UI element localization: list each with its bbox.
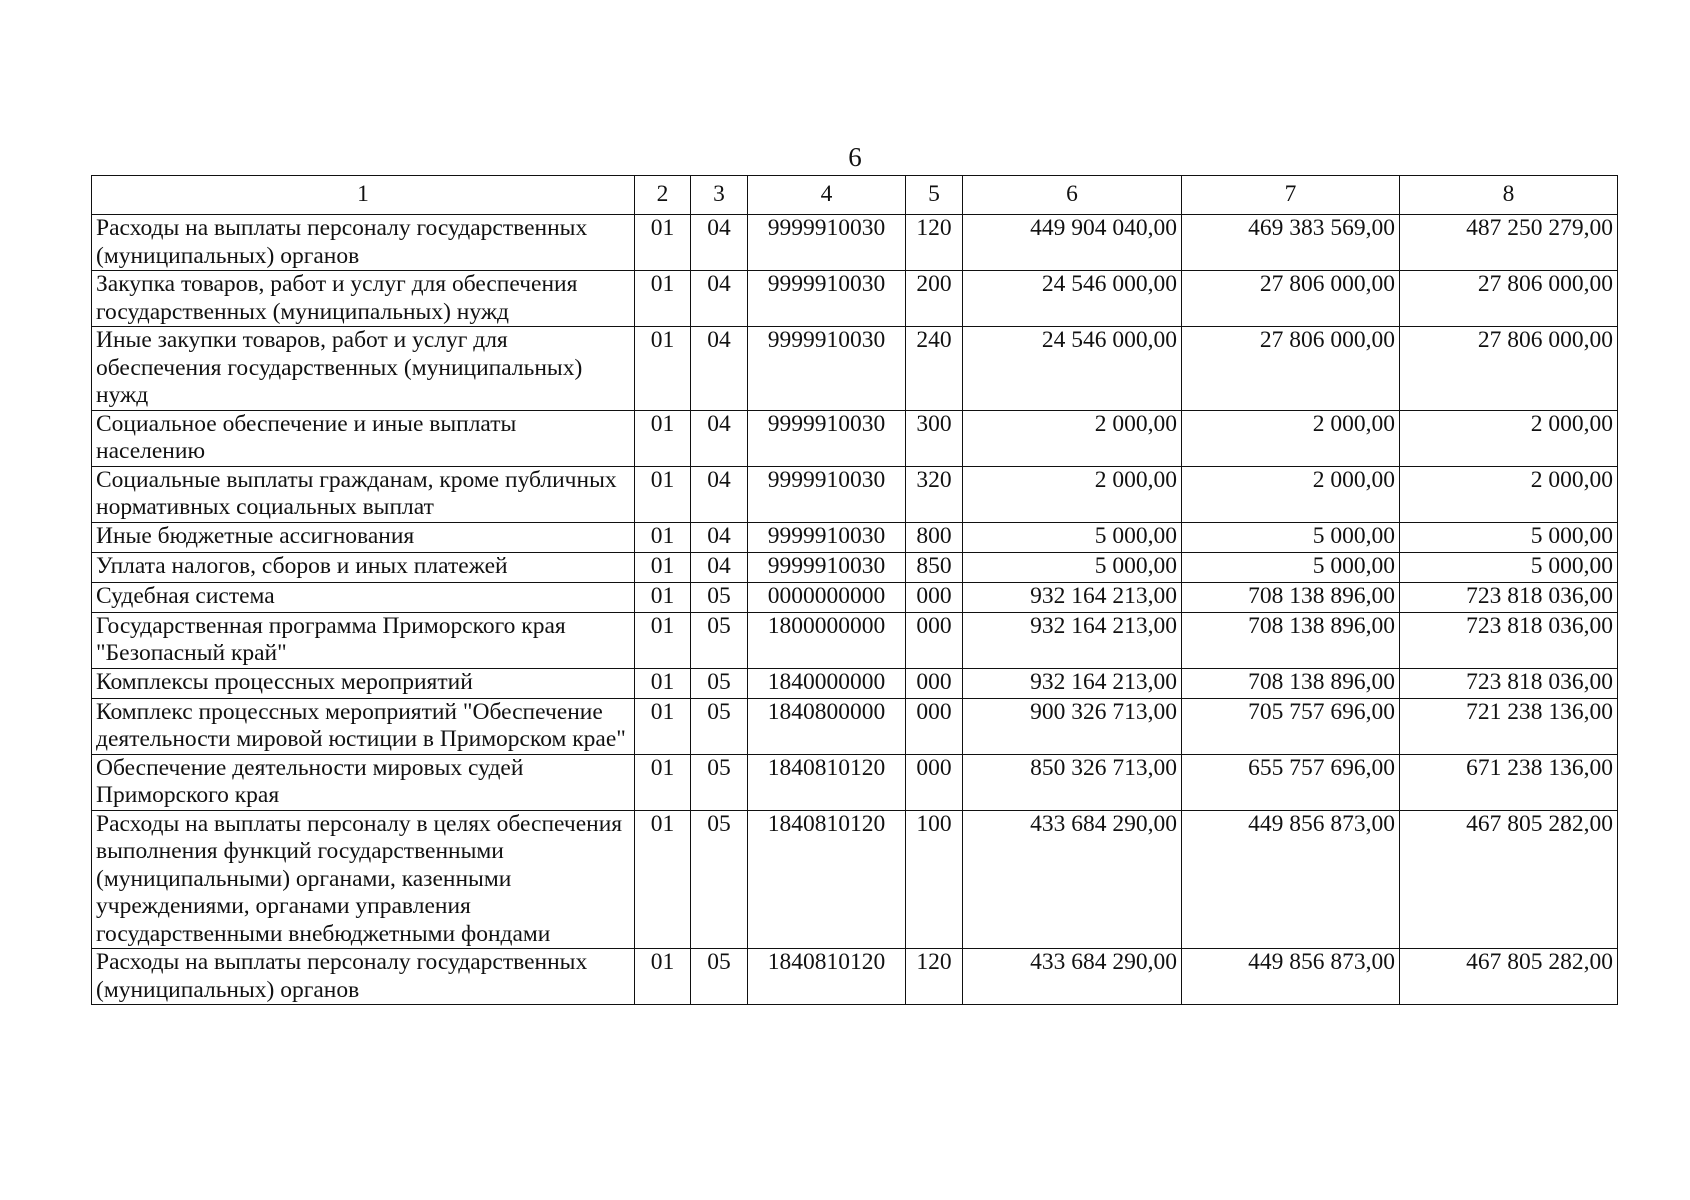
expense-type-cell: 000: [906, 582, 963, 612]
podrazdel-cell: 04: [691, 466, 748, 522]
amount-year3-cell: 27 806 000,00: [1400, 271, 1618, 327]
column-header: 4: [748, 176, 906, 215]
razdel-cell: 01: [635, 949, 691, 1005]
expense-type-cell: 100: [906, 810, 963, 949]
amount-year2-cell: 708 138 896,00: [1182, 668, 1400, 698]
amount-year1-cell: 850 326 713,00: [963, 754, 1182, 810]
amount-year3-cell: 723 818 036,00: [1400, 612, 1618, 668]
podrazdel-cell: 04: [691, 271, 748, 327]
amount-year2-cell: 705 757 696,00: [1182, 698, 1400, 754]
podrazdel-cell: 05: [691, 754, 748, 810]
budget-table: [91, 175, 1618, 1005]
expense-type-cell: 320: [906, 466, 963, 522]
razdel-cell: 01: [635, 215, 691, 271]
amount-year3-cell: 467 805 282,00: [1400, 810, 1618, 949]
table-row: [92, 327, 1618, 411]
razdel-cell: 01: [635, 668, 691, 698]
table-row: [92, 215, 1618, 271]
amount-year1-cell: 2 000,00: [963, 466, 1182, 522]
target-article-cell: 1840810120: [748, 754, 906, 810]
amount-year3-cell: 723 818 036,00: [1400, 582, 1618, 612]
target-article-cell: 9999910030: [748, 552, 906, 582]
expense-type-cell: 240: [906, 327, 963, 411]
amount-year1-cell: 449 904 040,00: [963, 215, 1182, 271]
column-header: 8: [1400, 176, 1618, 215]
column-header: 7: [1182, 176, 1400, 215]
amount-year2-cell: 449 856 873,00: [1182, 810, 1400, 949]
podrazdel-cell: 05: [691, 612, 748, 668]
page-number: 6: [848, 142, 862, 172]
target-article-cell: 1840000000: [748, 668, 906, 698]
row-name-cell: Расходы на выплаты персоналу государственных (муниципальных) органов: [92, 949, 635, 1005]
amount-year1-cell: 932 164 213,00: [963, 668, 1182, 698]
amount-year3-cell: 467 805 282,00: [1400, 949, 1618, 1005]
amount-year2-cell: 5 000,00: [1182, 552, 1400, 582]
target-article-cell: 9999910030: [748, 271, 906, 327]
amount-year3-cell: 5 000,00: [1400, 522, 1618, 552]
row-name-cell: Комплекс процессных мероприятий "Обеспечение деятельности мировой юстиции в Приморском крае": [92, 698, 635, 754]
column-header: 6: [963, 176, 1182, 215]
razdel-cell: 01: [635, 810, 691, 949]
table-row: [92, 949, 1618, 1005]
amount-year1-cell: 433 684 290,00: [963, 949, 1182, 1005]
row-name-cell: Судебная система: [92, 582, 635, 612]
table-row: [92, 271, 1618, 327]
podrazdel-cell: 04: [691, 522, 748, 552]
target-article-cell: 9999910030: [748, 522, 906, 552]
amount-year1-cell: 24 546 000,00: [963, 271, 1182, 327]
row-name-cell: Иные закупки товаров, работ и услуг для обеспечения государственных (муниципальных) нужд: [92, 327, 635, 411]
column-header: 5: [906, 176, 963, 215]
target-article-cell: 0000000000: [748, 582, 906, 612]
amount-year1-cell: 2 000,00: [963, 410, 1182, 466]
expense-type-cell: 200: [906, 271, 963, 327]
amount-year1-cell: 932 164 213,00: [963, 582, 1182, 612]
row-name-cell: Иные бюджетные ассигнования: [92, 522, 635, 552]
podrazdel-cell: 05: [691, 698, 748, 754]
expense-type-cell: 000: [906, 668, 963, 698]
amount-year3-cell: 2 000,00: [1400, 466, 1618, 522]
amount-year3-cell: 5 000,00: [1400, 552, 1618, 582]
row-name-cell: Закупка товаров, работ и услуг для обеспечения государственных (муниципальных) нужд: [92, 271, 635, 327]
expense-type-cell: 850: [906, 552, 963, 582]
column-header: 3: [691, 176, 748, 215]
amount-year2-cell: 27 806 000,00: [1182, 271, 1400, 327]
podrazdel-cell: 05: [691, 582, 748, 612]
amount-year3-cell: 487 250 279,00: [1400, 215, 1618, 271]
razdel-cell: 01: [635, 410, 691, 466]
column-header: 2: [635, 176, 691, 215]
row-name-cell: Расходы на выплаты персоналу в целях обеспечения выполнения функций государственными (муниципальными) органами, казенными учреждениями, органами управления государственными внебюджетными фондами: [92, 810, 635, 949]
target-article-cell: 1800000000: [748, 612, 906, 668]
amount-year3-cell: 723 818 036,00: [1400, 668, 1618, 698]
podrazdel-cell: 05: [691, 810, 748, 949]
amount-year2-cell: 5 000,00: [1182, 522, 1400, 552]
razdel-cell: 01: [635, 612, 691, 668]
expense-type-cell: 000: [906, 754, 963, 810]
razdel-cell: 01: [635, 698, 691, 754]
amount-year2-cell: 708 138 896,00: [1182, 582, 1400, 612]
header-row: [92, 176, 1618, 215]
target-article-cell: 1840810120: [748, 949, 906, 1005]
amount-year3-cell: 27 806 000,00: [1400, 327, 1618, 411]
razdel-cell: 01: [635, 754, 691, 810]
amount-year1-cell: 5 000,00: [963, 522, 1182, 552]
podrazdel-cell: 05: [691, 949, 748, 1005]
podrazdel-cell: 05: [691, 668, 748, 698]
row-name-cell: Комплексы процессных мероприятий: [92, 668, 635, 698]
amount-year2-cell: 708 138 896,00: [1182, 612, 1400, 668]
amount-year1-cell: 900 326 713,00: [963, 698, 1182, 754]
row-name-cell: Социальные выплаты гражданам, кроме публичных нормативных социальных выплат: [92, 466, 635, 522]
amount-year2-cell: 469 383 569,00: [1182, 215, 1400, 271]
razdel-cell: 01: [635, 327, 691, 411]
table-row: [92, 466, 1618, 522]
amount-year2-cell: 2 000,00: [1182, 410, 1400, 466]
column-header: 1: [92, 176, 635, 215]
table-row: [92, 810, 1618, 949]
amount-year2-cell: 2 000,00: [1182, 466, 1400, 522]
table-row: [92, 552, 1618, 582]
podrazdel-cell: 04: [691, 552, 748, 582]
target-article-cell: 9999910030: [748, 466, 906, 522]
expense-type-cell: 800: [906, 522, 963, 552]
row-name-cell: Уплата налогов, сборов и иных платежей: [92, 552, 635, 582]
table-row: [92, 698, 1618, 754]
row-name-cell: Социальное обеспечение и иные выплаты населению: [92, 410, 635, 466]
row-name-cell: Расходы на выплаты персоналу государственных (муниципальных) органов: [92, 215, 635, 271]
table-row: [92, 522, 1618, 552]
amount-year3-cell: 721 238 136,00: [1400, 698, 1618, 754]
table-row: [92, 582, 1618, 612]
table-row: [92, 754, 1618, 810]
target-article-cell: 9999910030: [748, 327, 906, 411]
table-row: [92, 668, 1618, 698]
table-row: [92, 410, 1618, 466]
target-article-cell: 9999910030: [748, 410, 906, 466]
row-name-cell: Обеспечение деятельности мировых судей Приморского края: [92, 754, 635, 810]
table-row: [92, 612, 1618, 668]
razdel-cell: 01: [635, 271, 691, 327]
podrazdel-cell: 04: [691, 410, 748, 466]
target-article-cell: 1840810120: [748, 810, 906, 949]
amount-year2-cell: 449 856 873,00: [1182, 949, 1400, 1005]
razdel-cell: 01: [635, 466, 691, 522]
row-name-cell: Государственная программа Приморского края "Безопасный край": [92, 612, 635, 668]
amount-year2-cell: 27 806 000,00: [1182, 327, 1400, 411]
amount-year2-cell: 655 757 696,00: [1182, 754, 1400, 810]
expense-type-cell: 120: [906, 949, 963, 1005]
amount-year3-cell: 671 238 136,00: [1400, 754, 1618, 810]
podrazdel-cell: 04: [691, 215, 748, 271]
expense-type-cell: 000: [906, 612, 963, 668]
amount-year1-cell: 932 164 213,00: [963, 612, 1182, 668]
razdel-cell: 01: [635, 552, 691, 582]
expense-type-cell: 000: [906, 698, 963, 754]
amount-year1-cell: 433 684 290,00: [963, 810, 1182, 949]
expense-type-cell: 120: [906, 215, 963, 271]
amount-year1-cell: 5 000,00: [963, 552, 1182, 582]
target-article-cell: 1840800000: [748, 698, 906, 754]
razdel-cell: 01: [635, 522, 691, 552]
target-article-cell: 9999910030: [748, 215, 906, 271]
amount-year3-cell: 2 000,00: [1400, 410, 1618, 466]
amount-year1-cell: 24 546 000,00: [963, 327, 1182, 411]
expense-type-cell: 300: [906, 410, 963, 466]
razdel-cell: 01: [635, 582, 691, 612]
podrazdel-cell: 04: [691, 327, 748, 411]
